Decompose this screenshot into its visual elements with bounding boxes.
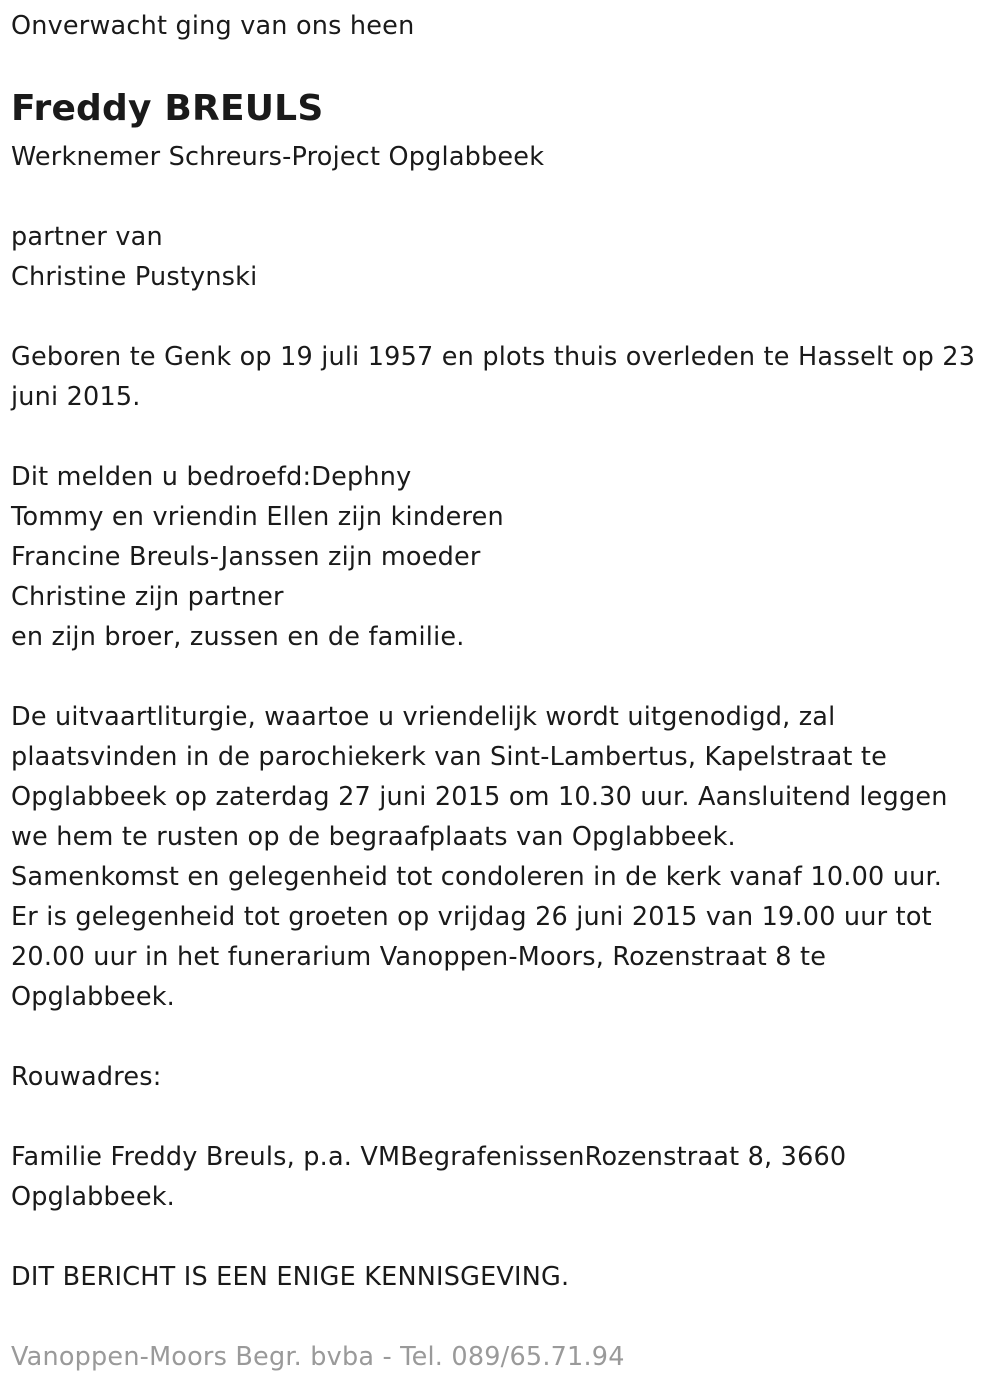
occupation-text: Werknemer Schreurs-Project Opglabbeek xyxy=(11,142,545,172)
death-notice xyxy=(11,6,991,1377)
spacer xyxy=(11,177,991,217)
condolence-gathering-text: Samenkomst en gelegenheid tot condoleren in de kerk vanaf 10.00 uur. xyxy=(11,862,943,892)
mourning-address: Familie Freddy Breuls, p.a. VMBegrafenissenRozenstraat 8, 3660 Opglabbeek. xyxy=(11,1142,847,1212)
spacer xyxy=(11,1217,991,1257)
birth-death-text: Geboren te Genk op 19 juli 1957 en plots thuis overleden te Hasselt op 23 juni 2015. xyxy=(11,342,976,412)
spacer xyxy=(11,657,991,697)
partner-label: partner van xyxy=(11,222,163,252)
announcer-line: Christine zijn partner xyxy=(11,582,284,612)
mourning-address-label: Rouwadres: xyxy=(11,1062,162,1092)
announcer-line: en zijn broer, zussen en de familie. xyxy=(11,622,465,652)
spacer xyxy=(11,1097,991,1137)
notice-statement: DIT BERICHT IS EEN ENIGE KENNISGEVING. xyxy=(11,1262,570,1292)
spacer xyxy=(11,297,991,337)
visitation-text: Er is gelegenheid tot groeten op vrijdag 26 juni 2015 van 19.00 uur tot 20.00 uur in het funerarium Vanoppen-Moors, Rozenstraat 8 te Opglabbeek. xyxy=(11,902,932,1012)
spacer xyxy=(11,1017,991,1057)
spacer xyxy=(11,417,991,457)
intro-text: Onverwacht ging van ons heen xyxy=(11,11,415,41)
deceased-name: Freddy BREULS xyxy=(11,88,324,129)
spacer xyxy=(11,1297,991,1337)
partner-name: Christine Pustynski xyxy=(11,262,258,292)
announcer-line: Tommy en vriendin Ellen zijn kinderen xyxy=(11,502,504,532)
funeral-liturgy-text: De uitvaartliturgie, waartoe u vriendelijk wordt uitgenodigd, zal plaatsvinden in de parochiekerk van Sint-Lambertus, Kapelstraat te Opglabbeek op zaterdag 27 juni 2015 om 10.30 uur. Aansluitend leggen we hem te rusten op de begraafplaats van Opglabbeek. xyxy=(11,702,948,852)
announcer-line: Francine Breuls-Janssen zijn moeder xyxy=(11,542,481,572)
funeral-home-footer: Vanoppen-Moors Begr. bvba - Tel. 089/65.71.94 xyxy=(11,1342,625,1372)
announcer-line: Dit melden u bedroefd:Dephny xyxy=(11,462,412,492)
